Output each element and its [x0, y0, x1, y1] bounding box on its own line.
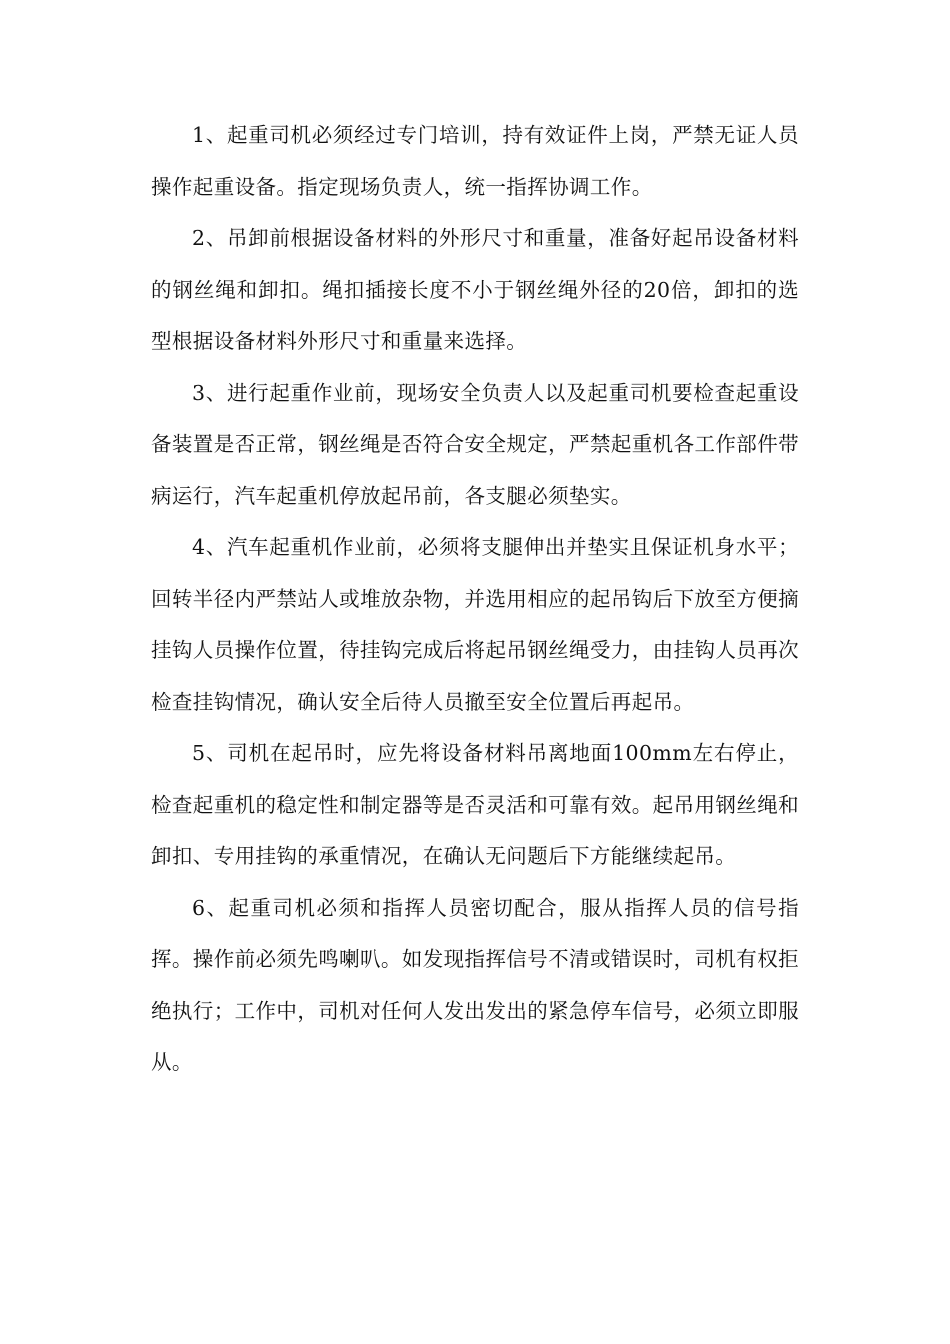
paragraph-5: 5、司机在起吊时，应先将设备材料吊离地面100mm左右停止，检查起重机的稳定性和制定器等是否灵活和可靠有效。起吊用钢丝绳和卸扣、专用挂钩的承重情况，在确认无问题后下方能继续起吊。: [151, 741, 799, 868]
paragraph-4: 4、汽车起重机作业前，必须将支腿伸出并垫实且保证机身水平；回转半径内严禁站人或堆放杂物，并选用相应的起吊钩后下放至方便摘挂钩人员操作位置，待挂钩完成后将起吊钢丝绳受力，由挂钩人员再次检查挂钩情况，确认安全后待人员撤至安全位置后再起吊。: [151, 535, 799, 714]
paragraph-3: 3、进行起重作业前，现场安全负责人以及起重司机要检查起重设备装置是否正常，钢丝绳是否符合安全规定，严禁起重机各工作部件带病运行，汽车起重机停放起吊前，各支腿必须垫实。: [151, 380, 799, 508]
document-body: [151, 110, 799, 1089]
paragraph-2: 2、吊卸前根据设备材料的外形尺寸和重量，准备好起吊设备材料的钢丝绳和卸扣。绳扣插接长度不小于钢丝绳外径的20倍，卸扣的选型根据设备材料外形尺寸和重量来选择。: [151, 226, 799, 353]
paragraph-1: 1、起重司机必须经过专门培训，持有效证件上岗，严禁无证人员操作起重设备。指定现场负责人，统一指挥协调工作。: [151, 123, 799, 199]
paragraph-6: 6、起重司机必须和指挥人员密切配合，服从指挥人员的信号指挥。操作前必须先鸣喇叭。如发现指挥信号不清或错误时，司机有权拒绝执行；工作中，司机对任何人发出发出的紧急停车信号，必须立即服从。: [151, 895, 799, 1074]
